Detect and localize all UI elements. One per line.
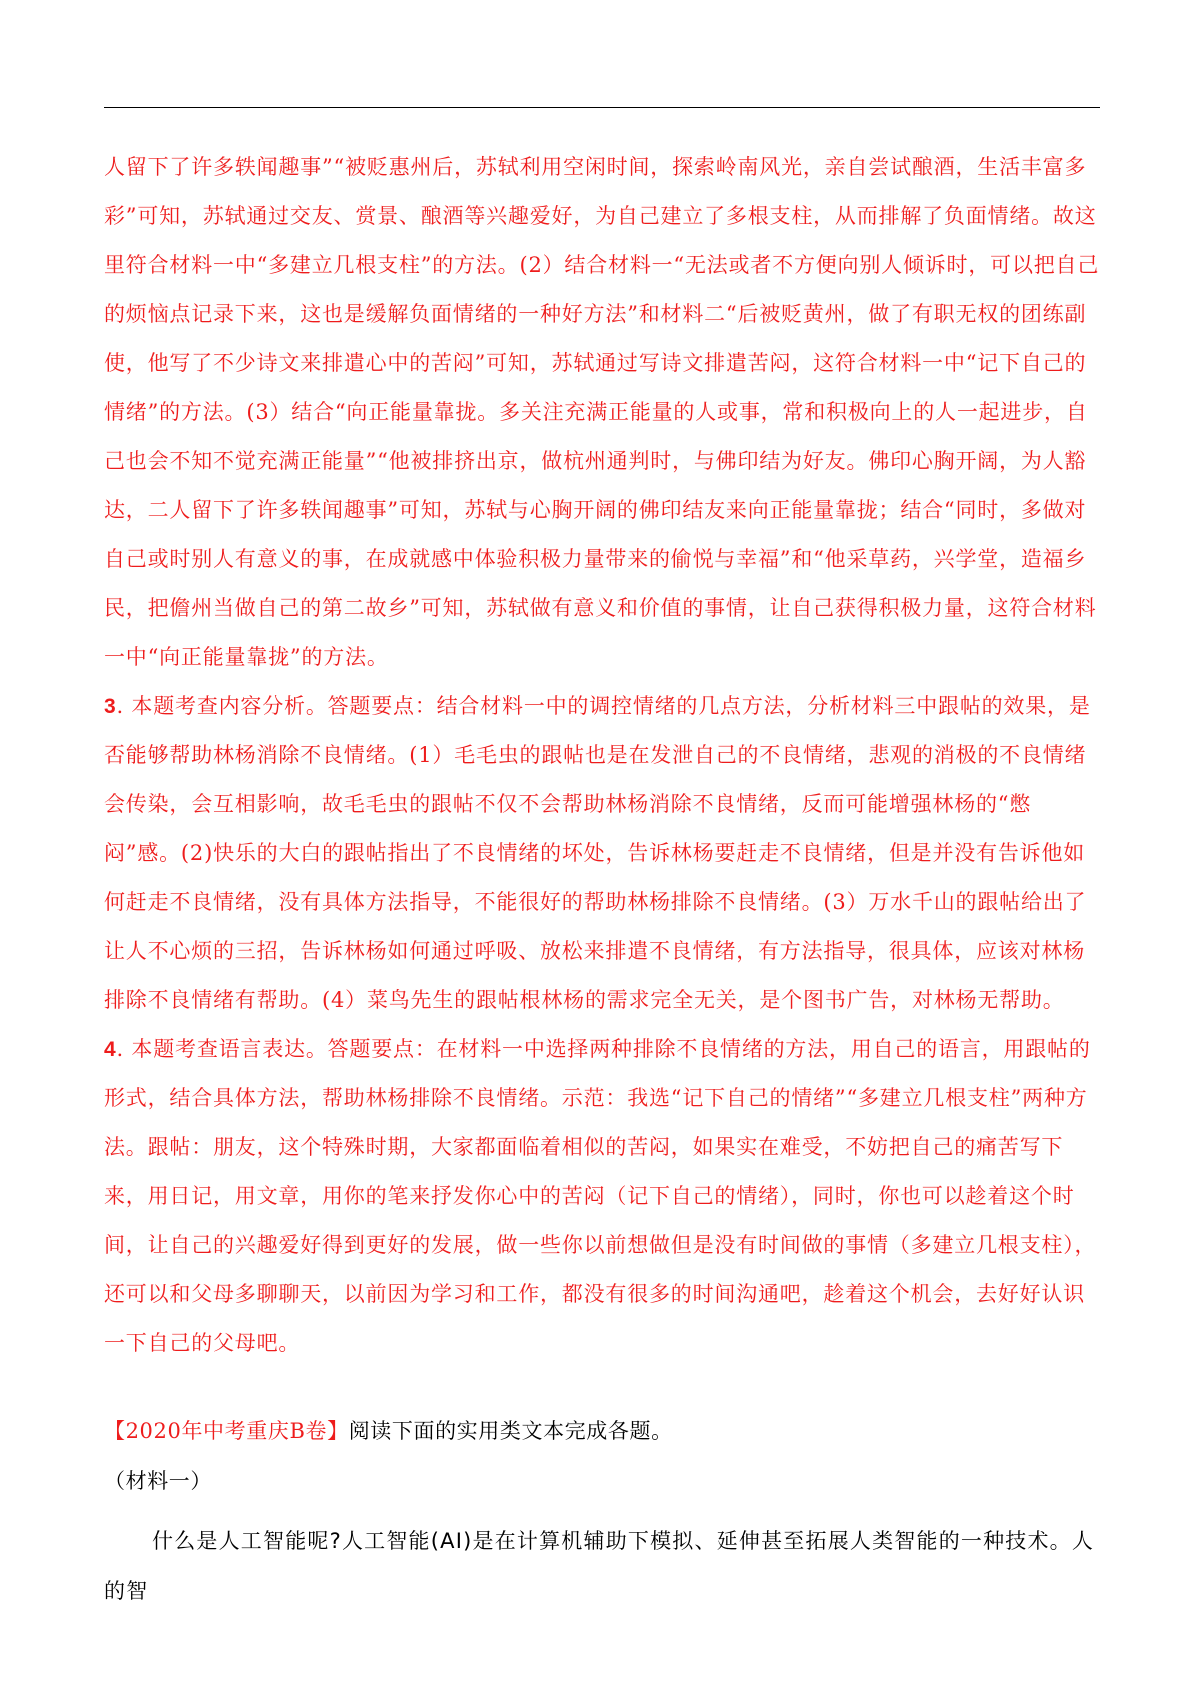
answer-explanation: [104, 143, 1100, 1368]
answer-item-4-number: 4: [104, 1038, 117, 1061]
header-rule: [104, 107, 1100, 108]
answer-item-4-text: . 本题考查语言表达。答题要点：在材料一中选择两种排除不良情绪的方法，用自己的语言，用跟帖的形式，结合具体方法，帮助林杨排除不良情绪。示范：我选“记下自己的情绪”“多建立几根支柱”两种方法。跟帖：朋友，这个特殊时期，大家都面临着相似的苦闷，如果实在难受，不妨把自己的痛苦写下来，用日记，用文章，用你的笔来抒发你心中的苦闷（记下自己的情绪），同时，你也可以趁着这个时间，让自己的兴趣爱好得到更好的发展，做一些你以前想做但是没有时间做的事情（多建立几根支柱），还可以和父母多聊聊天，以前因为学习和工作，都没有很多的时间沟通吧，趁着这个机会，去好好认识一下自己的父母吧。: [104, 1037, 1097, 1355]
answer-item-4: [104, 1025, 1100, 1368]
source-tag: 【2020年中考重庆B卷】: [104, 1419, 349, 1443]
material-text: 什么是人工智能呢?人工智能(AI)是在计算机辅助下模拟、延伸甚至拓展人类智能的一种技术。人的智: [104, 1529, 1095, 1603]
question-heading: [104, 1406, 1100, 1456]
answer-item-3-text: . 本题考查内容分析。答题要点：结合材料一中的调控情绪的几点方法，分析材料三中跟帖的效果，是否能够帮助林杨消除不良情绪。(1）毛毛虫的跟帖也是在发泄自己的不良情绪，悲观的消极的不良情绪会传染，会互相影响，故毛毛虫的跟帖不仅不会帮助林杨消除不良情绪，反而可能增强林杨的“憋闷”感。(2)快乐的大白的跟帖指出了不良情绪的坏处，告诉林杨要赶走不良情绪，但是并没有告诉他如何赶走不良情绪，没有具体方法指导，不能很好的帮助林杨排除不良情绪。(3）万水千山的跟帖给出了让人不心烦的三招，告诉林杨如何通过呼吸、放松来排遣不良情绪，有方法指导，很具体，应该对林杨排除不良情绪有帮助。(4）菜鸟先生的跟帖根林杨的需求完全无关，是个图书广告，对林杨无帮助。: [104, 694, 1091, 1012]
answer-item-3: [104, 682, 1100, 1025]
answer-item-3-number: 3: [104, 695, 117, 718]
question-instruction: 阅读下面的实用类文本完成各题。: [348, 1419, 673, 1443]
material-label: （材料一）: [104, 1469, 212, 1493]
question-section: [104, 1406, 1100, 1616]
answer-continuation: 人留下了许多轶闻趣事”“被贬惠州后，苏轼利用空闲时间，探索岭南风光，亲自尝试酿酒，生活丰富多彩”可知，苏轼通过交友、赏景、酿酒等兴趣爱好，为自己建立了多根支柱，从而排解了负面情绪。故这里符合材料一中“多建立几根支柱”的方法。(2）结合材料一“无法或者不方便向别人倾诉时，可以把自己的烦恼点记录下来，这也是缓解负面情绪的一种好方法”和材料二“后被贬黄州，做了有职无权的团练副使，他写了不少诗文来排遣心中的苦闷”可知，苏轼通过写诗文排遣苦闷，这符合材料一中“记下自己的情绪”的方法。(3）结合“向正能量靠拢。多关注充满正能量的人或事，常和积极向上的人一起进步，自己也会不知不觉充满正能量”“他被排挤出京，做杭州通判时，与佛印结为好友。佛印心胸开阔，为人豁达，二人留下了许多轶闻趣事”可知，苏轼与心胸开阔的佛印结友来向正能量靠拢；结合“同时，多做对自己或时别人有意义的事，在成就感中体验积极力量带来的偷悦与幸福”和“他采草药，兴学堂，造福乡民，把儋州当做自己的第二故乡”可知，苏轼做有意义和价值的事情，让自己获得积极力量，这符合材料一中“向正能量靠拢”的方法。: [104, 155, 1100, 669]
